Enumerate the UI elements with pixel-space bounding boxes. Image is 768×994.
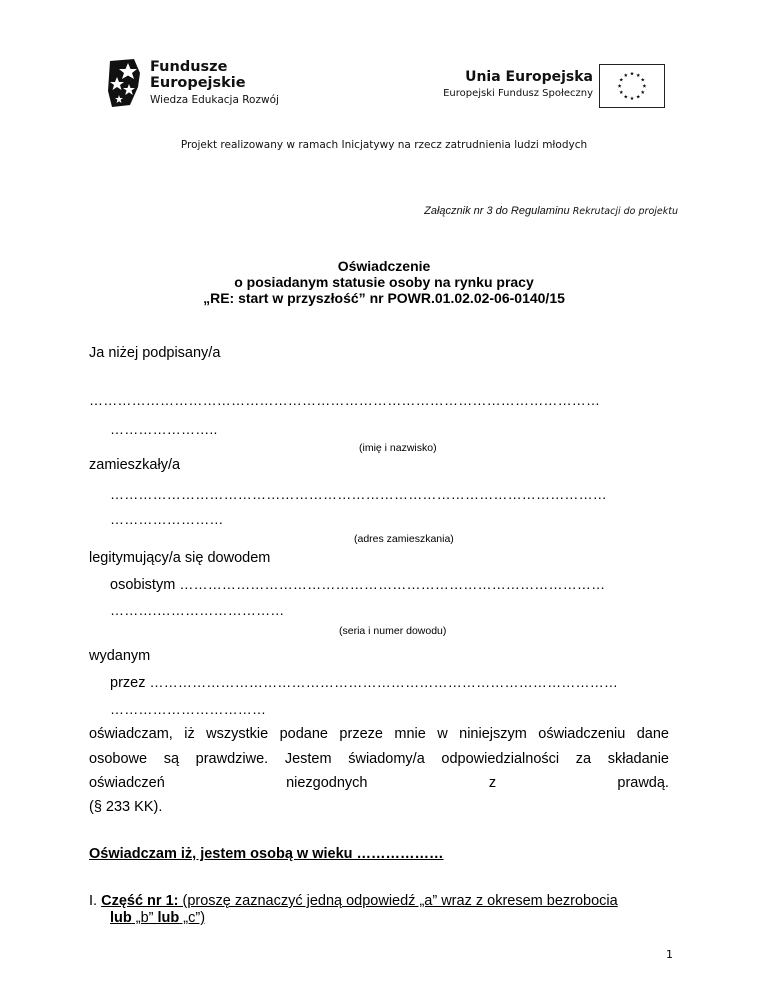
id-prefix: osobistym <box>110 577 176 593</box>
page-number: 1 <box>666 948 673 961</box>
id-field-line1 <box>110 576 605 593</box>
id-field-line2[interactable]: ……….……………………… <box>110 602 285 618</box>
eu-star <box>619 90 623 94</box>
address-field-line2[interactable]: …………………… <box>110 511 224 527</box>
name-field-line2[interactable]: ………………….. <box>110 421 218 437</box>
fe-logo-line2: Europejskie <box>150 75 246 91</box>
address-caption: (adres zamieszkania) <box>354 533 454 545</box>
eu-star <box>643 84 647 88</box>
part1-label: Część nr 1: <box>101 893 179 909</box>
eu-star <box>630 96 634 100</box>
eu-star <box>618 84 622 88</box>
eu-star <box>636 73 640 77</box>
annex-label <box>424 205 678 217</box>
eu-star <box>636 95 640 99</box>
fe-logo-line3: Wiedza Edukacja Rozwój <box>150 94 279 106</box>
fe-logo-line1: Fundusze <box>150 59 228 75</box>
declaration-line4: (§ 233 KK). <box>89 799 163 815</box>
eu-star <box>630 72 634 76</box>
eu-star <box>624 95 628 99</box>
part1-instruction: (proszę zaznaczyć jedną odpowiedź „a” wraz z okresem bezrobocia <box>178 893 618 909</box>
address-field-line1[interactable]: …………………………………………………………………………………………… <box>110 486 607 502</box>
title-line3: „RE: start w przyszłość” nr POWR.01.02.02-06-0140/15 <box>203 290 565 306</box>
title-line1: Oświadczenie <box>337 258 431 274</box>
id-caption: (seria i numer dowodu) <box>339 625 447 637</box>
eu-star <box>624 73 628 77</box>
fundusze-europejskie-logo <box>108 57 308 109</box>
address-label: zamieszkały/a <box>89 457 181 473</box>
eu-star <box>641 90 645 94</box>
part1-line1 <box>89 893 618 909</box>
eu-star <box>641 78 645 82</box>
part1-line2: lub „b” lub „c”) <box>110 910 206 926</box>
name-caption: (imię i nazwisko) <box>359 442 437 454</box>
declaration-line3: oświadczeń niezgodnych z prawdą. <box>89 775 669 791</box>
declaration-line2: osobowe są prawdziwe. Jestem świadomy/a odpowiedzialności za składanie <box>89 751 669 767</box>
ue-logo-line2: Europejski Fundusz Społeczny <box>443 88 593 99</box>
issued-prefix: przez <box>110 675 146 691</box>
issued-field-line1 <box>110 674 618 691</box>
declaration-line1: oświadczam, iż wszystkie podane przeze mnie w niniejszym oświadczeniu dane <box>89 726 669 742</box>
part1-numeral: I. <box>89 893 98 909</box>
title-line2: o posiadanym statusie osoby na rynku pracy <box>234 274 534 290</box>
fe-stars-logo-icon <box>108 57 142 109</box>
eu-star <box>619 78 623 82</box>
issued-label: wydanym <box>89 648 151 664</box>
intro-text: Ja niżej podpisany/a <box>89 345 221 361</box>
id-label: legitymujący/a się dowodem <box>89 550 271 566</box>
id-dots1[interactable]: ……………………………………………………………………………… <box>179 576 606 592</box>
issued-dots1[interactable]: ……………………………………………………………………………………… <box>149 674 619 690</box>
name-field-line1[interactable]: ……………………………………………………………………………………………… <box>89 392 601 408</box>
unia-europejska-logo <box>435 64 665 108</box>
annex-main: Załącznik nr 3 do Regulaminu <box>424 205 570 217</box>
age-statement: Oświadczam iż, jestem osobą w wieku ……………… <box>89 846 444 862</box>
eu-flag-icon <box>599 64 665 108</box>
ue-logo-line1: Unia Europejska <box>465 69 593 85</box>
annex-small: Rekrutacji do projektu <box>572 206 678 217</box>
project-line: Projekt realizowany w ramach Inicjatywy na rzecz zatrudnienia ludzi młodych <box>180 139 588 151</box>
document-title <box>0 258 768 306</box>
issued-field-line2[interactable]: …………………………… <box>110 701 267 717</box>
